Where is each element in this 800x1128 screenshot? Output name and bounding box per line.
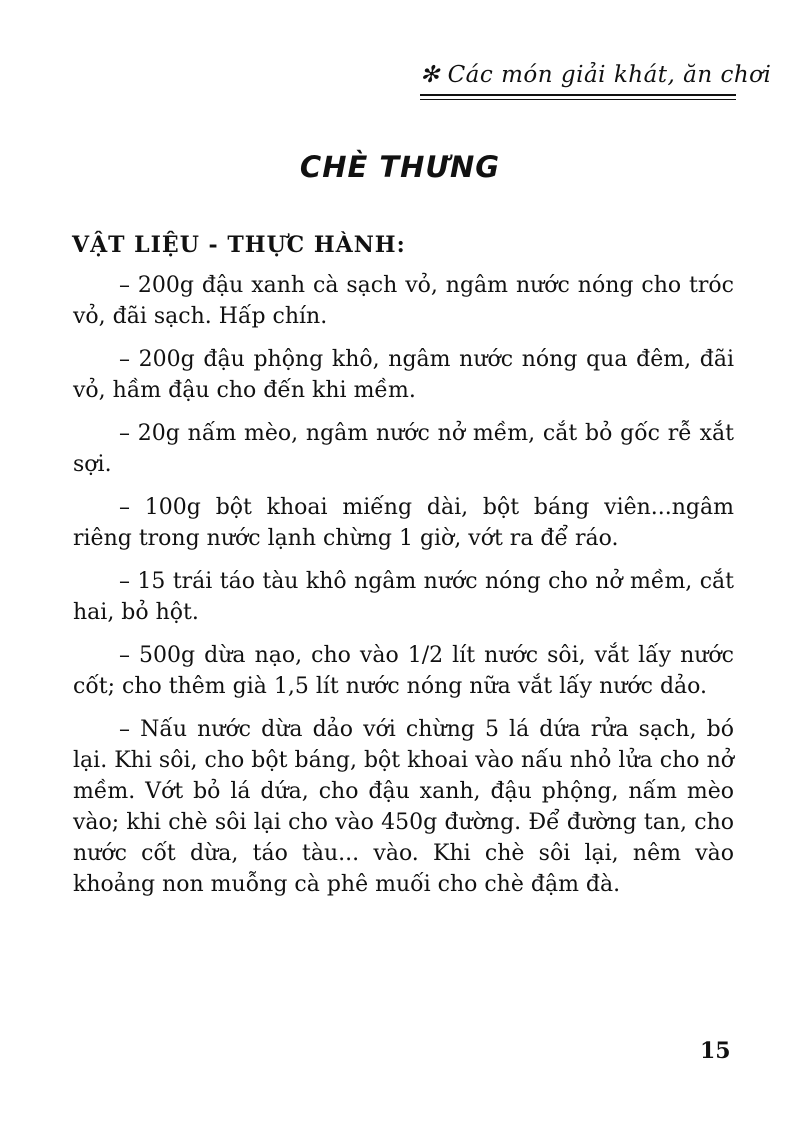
ingredient-item: – 200g đậu phộng khô, ngâm nước nóng qua đêm, đãi vỏ, hầm đậu cho đến khi mềm.: [73, 347, 734, 403]
running-header-title: ✻ Các món giải khát, ăn chơi: [420, 62, 772, 88]
ingredient-item: – 15 trái táo tàu khô ngâm nước nóng cho nở mềm, cắt hai, bỏ hột.: [73, 569, 734, 625]
ingredient-item: – 20g nấm mèo, ngâm nước nở mềm, cắt bỏ gốc rễ xắt sợi.: [73, 421, 734, 477]
ingredient-item: – 500g dừa nạo, cho vào 1/2 lít nước sôi, vắt lấy nước cốt; cho thêm già 1,5 lít nước nóng nữa vắt lấy nước dảo.: [73, 643, 734, 699]
recipe-title: CHÈ THƯNG: [299, 150, 501, 184]
ingredient-list: [73, 270, 734, 912]
instruction-item: – Nấu nước dừa dảo với chừng 5 lá dứa rửa sạch, bó lại. Khi sôi, cho bột báng, bột khoai vào nấu nhỏ lửa cho nở mềm. Vớt bỏ lá dứa, cho đậu xanh, đậu phộng, nấm mèo vào; khi chè sôi lại cho vào 450g đường. Để đường tan, cho nước cốt dừa, táo tàu... vào. Khi chè sôi lại, nêm vào khoảng non muỗng cà phê muối cho chè đậm đà.: [73, 717, 734, 897]
page-number: 15: [700, 1038, 731, 1064]
ingredient-item: – 200g đậu xanh cà sạch vỏ, ngâm nước nóng cho tróc vỏ, đãi sạch. Hấp chín.: [73, 273, 734, 329]
ingredient-item: – 100g bột khoai miếng dài, bột báng viên...ngâm riêng trong nước lạnh chừng 1 giờ, vớt ra để ráo.: [73, 495, 734, 551]
section-label: VẬT LIỆU - THỰC HÀNH:: [72, 232, 406, 258]
running-header: [420, 62, 772, 102]
header-rule: [420, 94, 736, 96]
header-rule-thin: [420, 99, 736, 100]
